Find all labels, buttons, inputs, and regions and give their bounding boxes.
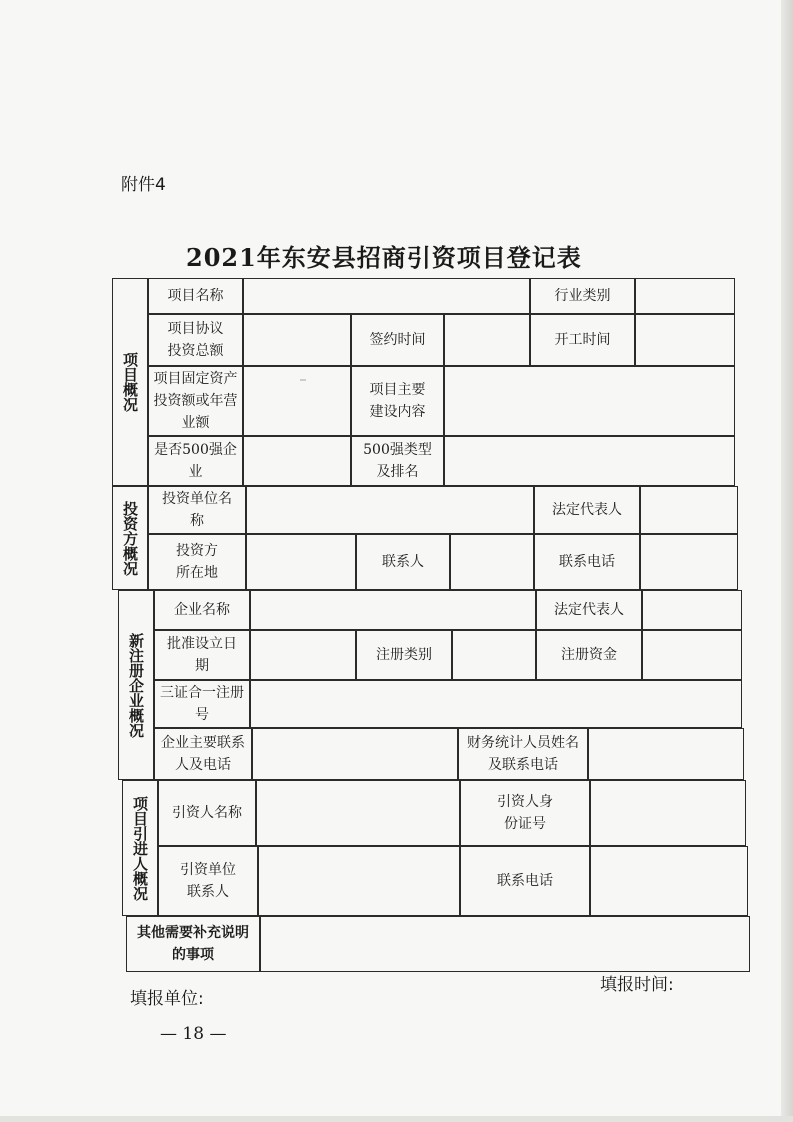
- label-sign-time: 签约时间: [351, 314, 444, 366]
- label-finance-contact: 财务统计人员姓名及联系电话: [458, 728, 588, 780]
- field-agreement-total[interactable]: [243, 314, 351, 366]
- label-reg-type: 注册类别: [356, 630, 452, 680]
- field-finance-contact[interactable]: [588, 728, 744, 780]
- fill-unit-label: 填报单位:: [130, 989, 204, 1009]
- form-title: 2021年东安县招商引资项目登记表: [186, 243, 582, 272]
- field-start-time[interactable]: [635, 314, 735, 366]
- label-is-top500: 是否500强企业: [148, 436, 243, 486]
- field-introducer-name[interactable]: [256, 780, 460, 846]
- page-number: — 18 —: [160, 1024, 227, 1044]
- label-fixed-asset: 项目固定资产投资额或年营业额: [148, 366, 243, 436]
- field-investor-legal-rep[interactable]: [640, 486, 738, 534]
- page-edge-shadow: [781, 0, 793, 1122]
- label-enterprise-name: 企业名称: [154, 590, 250, 630]
- field-reg-type[interactable]: [452, 630, 536, 680]
- scan-speck: [300, 379, 306, 381]
- field-investor-unit[interactable]: [246, 486, 534, 534]
- label-introducer-phone: 联系电话: [460, 846, 590, 916]
- label-investor-phone: 联系电话: [534, 534, 640, 590]
- field-introducer-phone[interactable]: [590, 846, 748, 916]
- field-enterprise-legal-rep[interactable]: [642, 590, 742, 630]
- field-approval-date[interactable]: [250, 630, 356, 680]
- label-investor-contact: 联系人: [356, 534, 450, 590]
- field-enterprise-name[interactable]: [250, 590, 536, 630]
- field-is-top500[interactable]: [243, 436, 351, 486]
- attachment-label: 附件4: [121, 175, 166, 195]
- field-investor-contact[interactable]: [450, 534, 534, 590]
- field-reg-number[interactable]: [250, 680, 742, 728]
- fill-time-label: 填报时间:: [600, 975, 674, 995]
- field-industry[interactable]: [635, 278, 735, 314]
- label-introducer-id: 引资人身份证号: [460, 780, 590, 846]
- label-investor-legal-rep: 法定代表人: [534, 486, 640, 534]
- field-fixed-asset[interactable]: [243, 366, 351, 436]
- field-other-notes[interactable]: [260, 916, 750, 972]
- field-reg-capital[interactable]: [642, 630, 742, 680]
- field-investor-phone[interactable]: [640, 534, 738, 590]
- label-industry: 行业类别: [530, 278, 635, 314]
- field-top500-type[interactable]: [444, 436, 735, 486]
- label-start-time: 开工时间: [530, 314, 635, 366]
- section-introducer: 项目引进人概况: [122, 780, 158, 916]
- field-introducer-id[interactable]: [590, 780, 746, 846]
- field-main-content[interactable]: [444, 366, 735, 436]
- label-investor-location: 投资方所在地: [148, 534, 246, 590]
- page-edge-bottom: [0, 1116, 793, 1122]
- label-other-notes: 其他需要补充说明的事项: [126, 916, 260, 972]
- label-introducer-unit-contact: 引资单位联系人: [158, 846, 258, 916]
- field-enterprise-contact[interactable]: [252, 728, 458, 780]
- field-investor-location[interactable]: [246, 534, 356, 590]
- label-introducer-name: 引资人名称: [158, 780, 256, 846]
- section-investor-overview: 投资方概况: [112, 486, 148, 590]
- label-top500-type: 500强类型及排名: [351, 436, 444, 486]
- field-introducer-unit-contact[interactable]: [258, 846, 460, 916]
- section-new-enterprise: 新注册企业概况: [118, 590, 154, 780]
- label-reg-number: 三证合一注册号: [154, 680, 250, 728]
- label-investor-unit: 投资单位名 称: [148, 486, 246, 534]
- label-enterprise-legal-rep: 法定代表人: [536, 590, 642, 630]
- section-project-overview: 项目概况: [112, 278, 148, 486]
- label-agreement-total: 项目协议投资总额: [148, 314, 243, 366]
- label-approval-date: 批准设立日期: [154, 630, 250, 680]
- field-project-name[interactable]: [243, 278, 530, 314]
- field-sign-time[interactable]: [444, 314, 530, 366]
- label-project-name: 项目名称: [148, 278, 243, 314]
- label-enterprise-contact: 企业主要联系人及电话: [154, 728, 252, 780]
- label-reg-capital: 注册资金: [536, 630, 642, 680]
- label-main-content: 项目主要建设内容: [351, 366, 444, 436]
